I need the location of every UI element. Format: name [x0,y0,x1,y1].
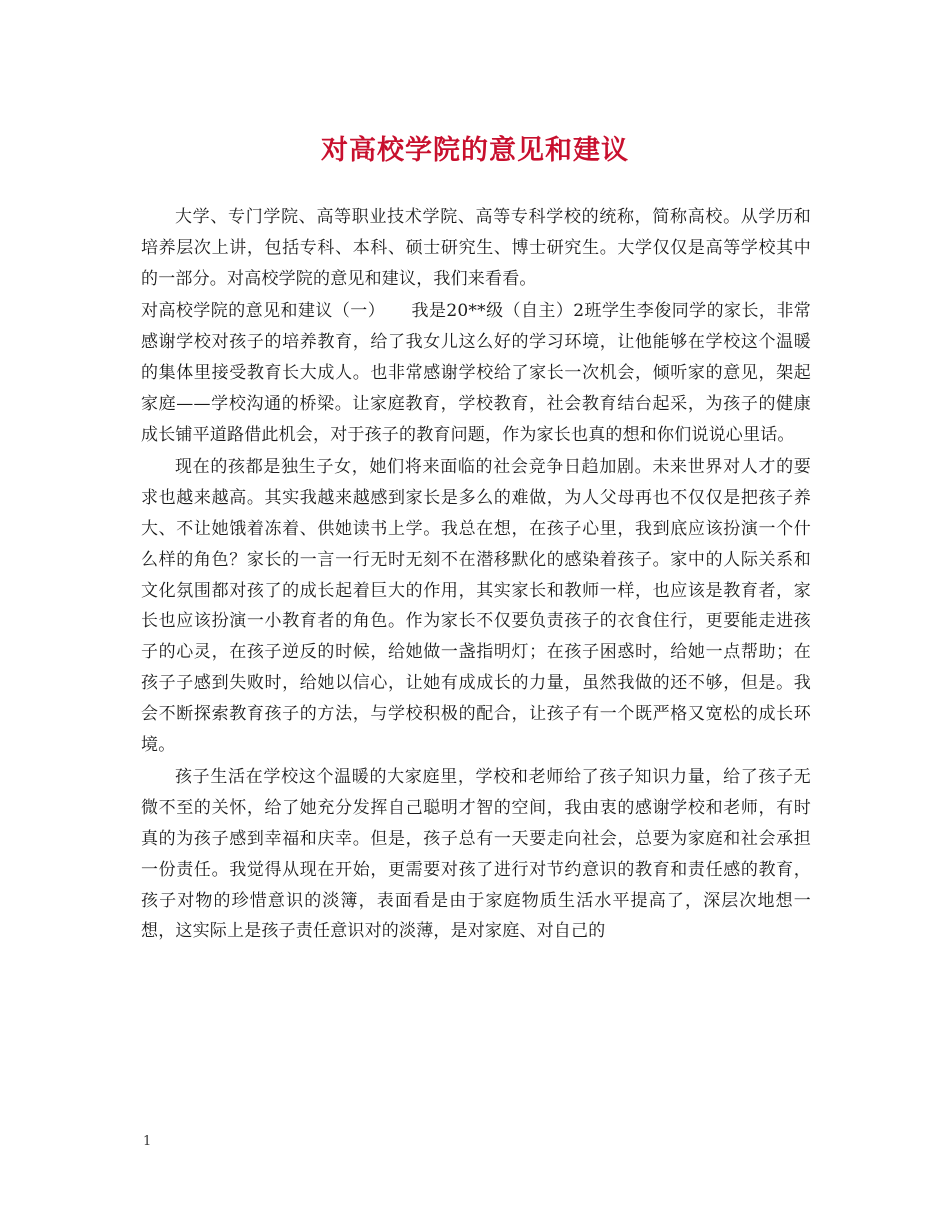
paragraph-school-life: 孩子生活在学校这个温暖的大家庭里，学校和老师给了孩子知识力量，给了孩子无微不至的关怀，给了她充分发挥自己聪明才智的空间，我由衷的感谢学校和老师，有时真的为孩子感到幸福和庆幸。但是，孩子总有一天要走向社会，总要为家庭和社会承担一份责任。我觉得从现在开始，更需要对孩了进行对节约意识的教育和责任感的教育，孩子对物的珍惜意识的淡簿，表面看是由于家庭物质生活水平提高了，深层次地想一想，这实际上是孩子责任意识对的淡薄，是对家庭、对自己的 [141,767,811,942]
document-body [141,202,811,947]
paragraph-intro: 大学、专门学院、高等职业技术学院、高等专科学校的统称，简称高校。从学历和培养层次上讲，包括专科、本科、硕士研究生、博士研究生。大学仅仅是高等学校其中的一部分。对高校学院的意见和建议，我们来看看。 [141,207,811,289]
paragraph-letter-opening: 对高校学院的意见和建议（一） 我是20**级（自主）2班学生李俊同学的家长，非常感谢学校对孩子的培养教育，给了我女儿这么好的学习环境，让他能够在学校这个温暖的集体里接受教育长大成人。也非常感谢学校给了家长一次机会，倾听家的意见，架起家庭——学校沟通的桥梁。让家庭教育，学校教育，社会教育结台起采，为孩子的健康成长铺平道路借此机会，对于孩子的教育问题，作为家长也真的想和你们说说心里话。 [141,301,811,445]
page-title: 对高校学院的意见和建议 [321,135,629,166]
paragraph-parent-role: 现在的孩都是独生子女，她们将来面临的社会竞争日趋加剧。未来世界对人才的要求也越来越高。其实我越来越感到家长是多么的难做，为人父母再也不仅仅是把孩子养大、不让她饿着冻着、供她读书上学。我总在想，在孩子心里，我到底应该扮演一个什么样的角色？家长的一言一行无时无刻不在潜移默化的感染着孩子。家中的人际关系和文化氛围都对孩了的成长起着巨大的作用，其实家长和教师一样，也应该是教育者，家长也应该扮演一小教育者的角色。作为家长不仅要负责孩子的衣食住行，更要能走进孩子的心灵，在孩子逆反的时候，给她做一盏指明灯；在孩子困惑时，给她一点帮助；在孩子子感到失败时，给她以信心，让她有成成长的力量，虽然我做的还不够，但是。我会不断探索教育孩子的方法，与学校积极的配合，让孩子有一个既严格又宽松的成长环境。 [141,457,811,755]
page-number: 1 [143,1134,152,1149]
